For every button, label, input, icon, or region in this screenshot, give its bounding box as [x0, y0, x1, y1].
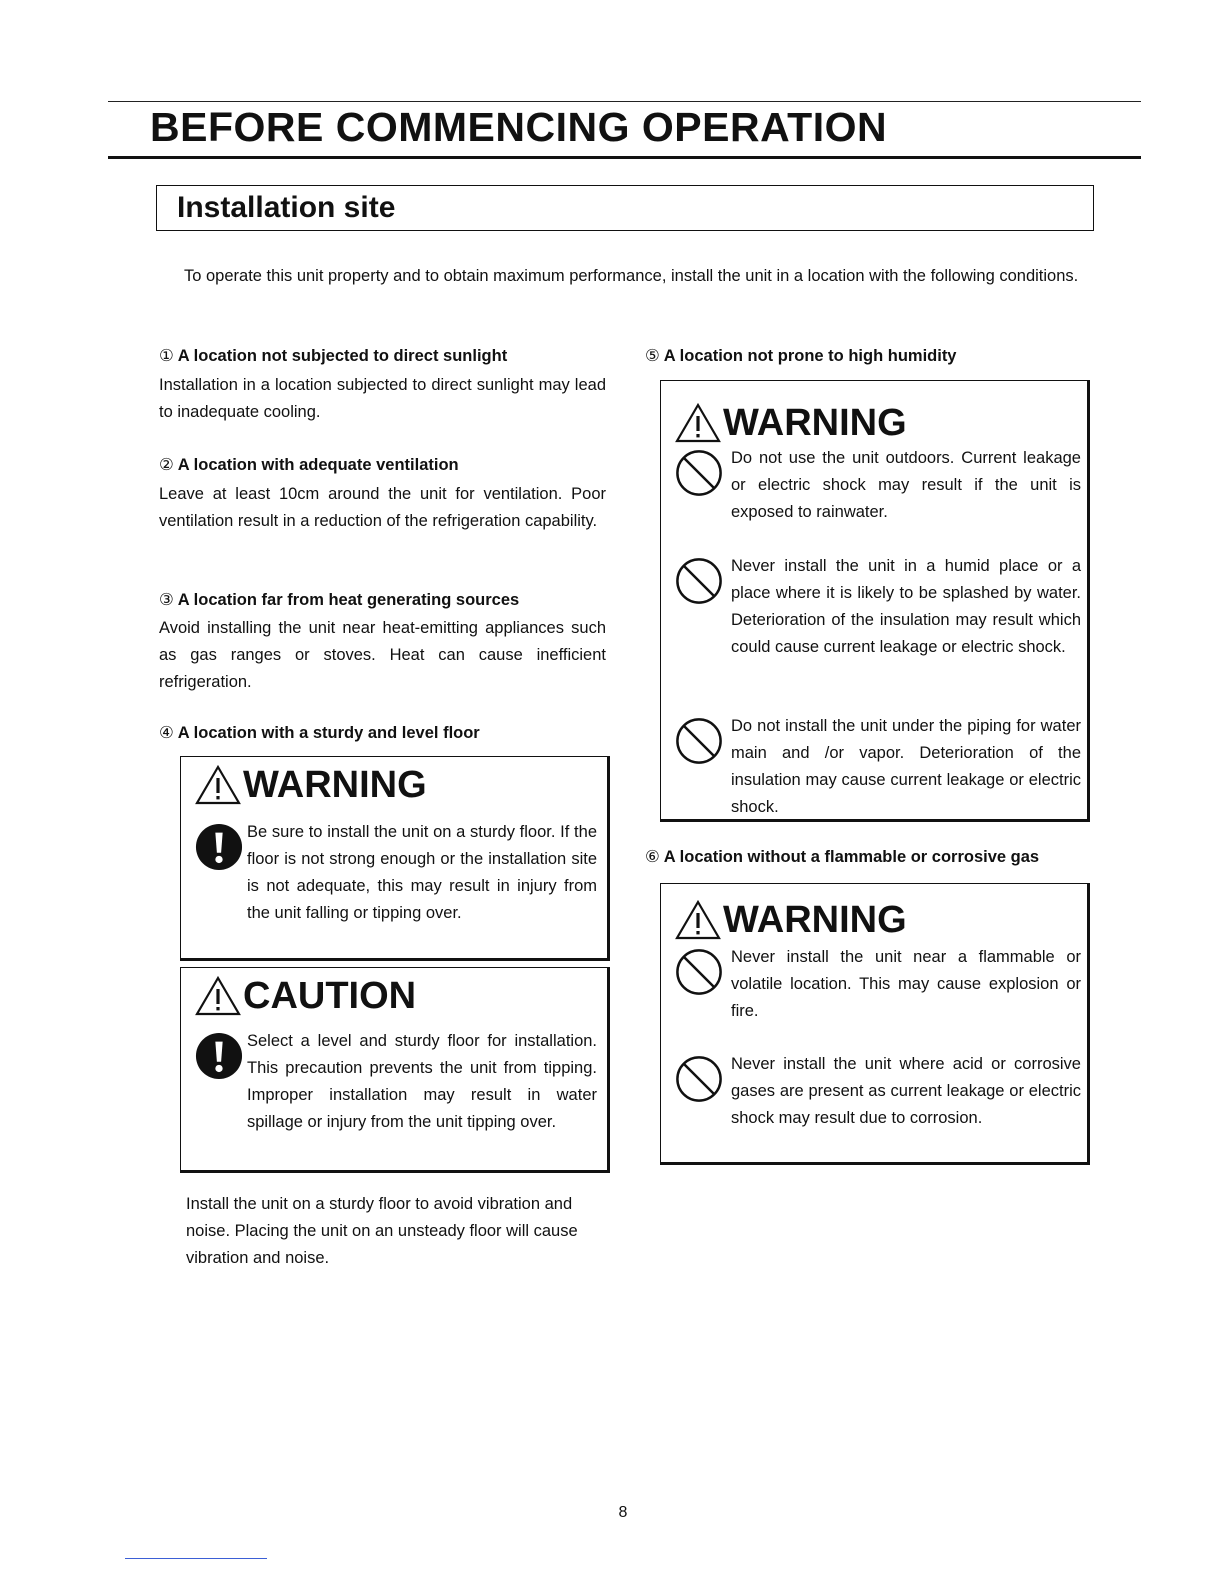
page-title: BEFORE COMMENCING OPERATION: [150, 104, 888, 150]
warning-item: [675, 1051, 1079, 1161]
warning-triangle-icon: [675, 899, 721, 941]
warning-text: Never install the unit near a flammable or volatile location. This may cause explosion or fire.: [731, 948, 1081, 1020]
warning-text: Do not install the unit under the piping for water main and /or vapor. Deterioration of the insulation may cause current leakage or electric shock.: [731, 717, 1081, 816]
intro-paragraph: To operate this unit property and to obtain maximum performance, install the unit in a location with the following conditions.: [184, 267, 1079, 285]
warning-label: WARNING: [723, 402, 907, 444]
heading-ventilation: [159, 455, 459, 475]
warning-text: Be sure to install the unit on a sturdy floor. If the floor is not strong enough or the installation site is not adequate, this may result in injury from the unit falling or tipping over.: [247, 823, 597, 922]
caution-box-floor: [180, 967, 610, 1173]
warning-header: [675, 898, 907, 942]
exclamation-mandatory-icon: [195, 1032, 243, 1080]
heading-humidity-text: A location not prone to high humidity: [663, 347, 957, 365]
header-rule-bottom: [108, 156, 1141, 159]
header-rule-top: [108, 101, 1141, 102]
warning-item: [195, 819, 599, 959]
heading-sunlight-text: A location not subjected to direct sunlight: [177, 347, 508, 365]
warning-label: WARNING: [723, 899, 907, 941]
item-number-1: ①: [159, 347, 174, 365]
warning-triangle-icon: [195, 975, 241, 1017]
warning-item: [675, 553, 1079, 693]
warning-header: [195, 763, 427, 807]
warning-text: Never install the unit in a humid place or a place where it is likely to be splashed by water. Deterioration of the insulation may result which could cause current leakage or electric shock.: [731, 557, 1081, 656]
paragraph-vibration: Install the unit on a sturdy floor to avoid vibration and noise. Placing the unit on an unsteady floor will cause vibration and noise.: [186, 1195, 578, 1267]
warning-triangle-icon: [195, 764, 241, 806]
prohibition-icon: [675, 557, 723, 605]
footer-line: [125, 1558, 267, 1559]
item-number-5: ⑤: [645, 347, 660, 365]
page-number: 8: [618, 1504, 628, 1521]
warning-item: [675, 713, 1079, 821]
prohibition-icon: [675, 717, 723, 765]
warning-box-floor: [180, 756, 610, 961]
heading-sturdy-floor: [159, 723, 480, 743]
warning-triangle-icon: [675, 402, 721, 444]
caution-header: [195, 974, 416, 1018]
item-number-4: ④: [159, 724, 174, 742]
prohibition-icon: [675, 449, 723, 497]
warning-box-gas: [660, 883, 1090, 1165]
item-number-3: ③: [159, 591, 174, 609]
caution-label: CAUTION: [243, 975, 417, 1017]
heading-sturdy-floor-text: A location with a sturdy and level floor: [177, 724, 480, 742]
heading-flammable-gas: [645, 847, 1039, 867]
caution-text: Select a level and sturdy floor for installation. This precaution prevents the unit from tipping. Improper installation may result in water spillage or injury from the unit tipping over.: [247, 1032, 597, 1131]
item-number-2: ②: [159, 456, 174, 474]
warning-text: Never install the unit where acid or corrosive gases are present as current leakage or electric shock may result due to corrosion.: [731, 1055, 1081, 1127]
warning-header: [675, 401, 907, 445]
item-number-6: ⑥: [645, 848, 660, 866]
exclamation-mandatory-icon: [195, 823, 243, 871]
heading-ventilation-text: A location with adequate ventilation: [177, 456, 459, 474]
warning-text: Do not use the unit outdoors. Current leakage or electric shock may result if the unit is exposed to rainwater.: [731, 449, 1081, 521]
heading-heat-sources-text: A location far from heat generating sources: [177, 591, 520, 609]
warning-item: [675, 445, 1079, 529]
prohibition-icon: [675, 948, 723, 996]
section-header: [156, 185, 1094, 231]
heading-heat-sources: [159, 590, 519, 610]
paragraph-heat-sources: Avoid installing the unit near heat-emitting appliances such as gas ranges or stoves. Heat can cause inefficient refrigeration.: [159, 619, 606, 691]
paragraph-ventilation: Leave at least 10cm around the unit for ventilation. Poor ventilation result in a reduction of the refrigeration capability.: [159, 485, 606, 530]
heading-flammable-gas-text: A location without a flammable or corrosive gas: [663, 848, 1040, 866]
heading-sunlight: [159, 346, 507, 366]
caution-item: [195, 1028, 599, 1168]
warning-label: WARNING: [243, 764, 427, 806]
warning-box-humidity: [660, 380, 1090, 822]
warning-item: [675, 944, 1079, 1028]
heading-humidity: [645, 346, 957, 366]
section-title: Installation site: [177, 191, 396, 224]
prohibition-icon: [675, 1055, 723, 1103]
paragraph-sunlight: Installation in a location subjected to direct sunlight may lead to inadequate cooling.: [159, 376, 606, 421]
